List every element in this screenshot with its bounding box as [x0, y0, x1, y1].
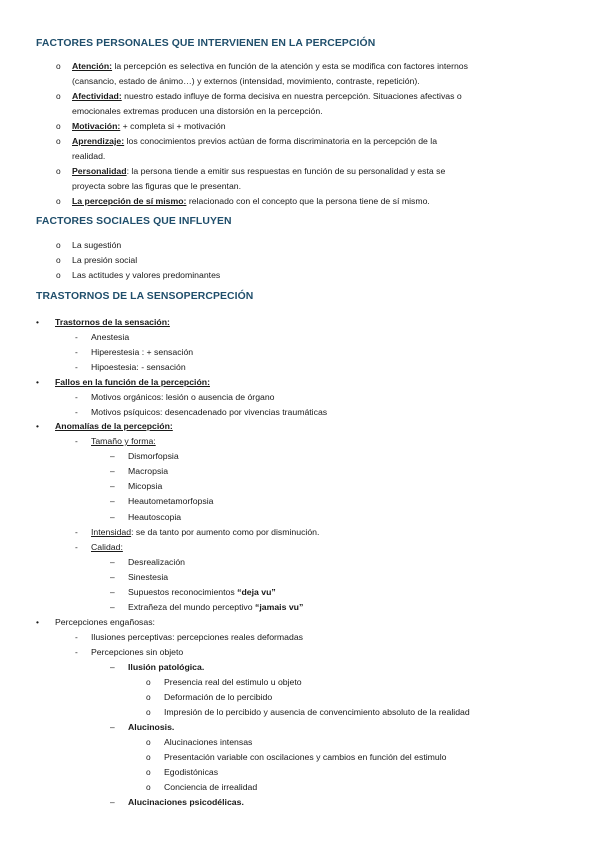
dash-marker: -	[75, 542, 78, 552]
list-marker: o	[146, 737, 151, 747]
long-dash-marker: –	[110, 602, 115, 612]
list-item-continuation: proyecta sobre las figuras que le presentan.	[72, 181, 242, 191]
subheading-sensacion: Trastornos de la sensación:	[55, 317, 170, 327]
subheading-anomalias: Anomalías de la percepción:	[55, 421, 173, 431]
list-item-personalidad	[72, 164, 445, 179]
bullet-marker: •	[36, 317, 39, 327]
list-item: Sinestesia	[128, 572, 169, 582]
list-item: Anestesia	[91, 332, 130, 342]
list-marker: o	[146, 767, 151, 777]
list-item-social: La sugestión	[72, 240, 122, 250]
list-item: Presencia real del estimulo u objeto	[164, 677, 302, 687]
long-dash-marker: –	[110, 466, 115, 476]
list-marker: o	[56, 166, 61, 176]
bullet-marker: •	[36, 617, 39, 627]
list-item: Ilusiones perceptivas: percepciones reales deformadas	[91, 632, 303, 642]
dash-marker: -	[75, 527, 78, 537]
item-text: Supuestos reconocimientos	[128, 587, 238, 597]
list-marker: o	[56, 196, 61, 206]
item-text: relacionado con el concepto que la persona tiene de sí mismo.	[186, 196, 430, 206]
dash-marker: -	[75, 632, 78, 642]
list-item-continuation: realidad.	[72, 151, 106, 161]
list-marker: o	[56, 61, 61, 71]
list-item: Alucinaciones intensas	[164, 737, 253, 747]
list-marker: o	[56, 270, 61, 280]
list-item-continuation: emocionales extremas producen una distorsión en la percepción.	[72, 106, 323, 116]
item-text: nuestro estado influye de forma decisiva en nuestra percepción. Situaciones afectivas o	[121, 91, 462, 101]
dash-marker: -	[75, 407, 78, 417]
section-title-factores-personales: FACTORES PERSONALES QUE INTERVIENEN EN LA PERCEPCIÓN	[36, 38, 376, 49]
list-marker: o	[56, 255, 61, 265]
list-marker: o	[146, 782, 151, 792]
list-item: Macropsia	[128, 466, 169, 476]
list-item: Heautometamorfopsia	[128, 496, 214, 506]
dash-marker: -	[75, 347, 78, 357]
sub-label-alucinosis: Alucinosis.	[128, 722, 175, 732]
list-item-atencion	[72, 59, 468, 74]
item-text: Extrañeza del mundo perceptivo	[128, 602, 256, 612]
list-item: Micopsia	[128, 481, 163, 491]
subheading-fallos: Fallos en la función de la percepción:	[55, 377, 210, 387]
sub-label-ilusion-patologica: Ilusión patológica.	[128, 662, 205, 672]
bullet-marker: •	[36, 377, 39, 387]
list-marker: o	[56, 91, 61, 101]
list-item-motivacion	[72, 119, 226, 134]
dash-marker: -	[75, 436, 78, 446]
long-dash-marker: –	[110, 797, 115, 807]
list-item: Dismorfopsia	[128, 451, 179, 461]
dash-marker: -	[75, 647, 78, 657]
list-marker: o	[56, 136, 61, 146]
list-item: Conciencia de irrealidad	[164, 782, 258, 792]
list-item: Hiperestesia : + sensación	[91, 347, 194, 357]
list-item: Impresión de lo percibido y ausencia de convencimiento absoluto de la realidad	[164, 707, 470, 717]
list-item: Egodistónicas	[164, 767, 219, 777]
sub-label-psicodelicas: Alucinaciones psicodélicas.	[128, 797, 244, 807]
item-text: : la persona tiende a emitir sus respuestas en función de su personalidad y esta se	[126, 166, 446, 176]
dash-marker: -	[75, 362, 78, 372]
list-item: Hipoestesia: - sensación	[91, 362, 186, 372]
sub-label-intensidad: Intensidad	[91, 527, 132, 537]
term-si-mismo: La percepción de sí mismo:	[72, 196, 187, 206]
item-text: : se da tanto por aumento como por disminución.	[131, 527, 320, 537]
list-item: Presentación variable con oscilaciones y cambios en función del estimulo	[164, 752, 447, 762]
term-motivacion: Motivación:	[72, 121, 121, 131]
list-item: Desrealización	[128, 557, 185, 567]
long-dash-marker: –	[110, 572, 115, 582]
list-item-deja-vu	[128, 585, 276, 600]
term-afectividad: Afectividad:	[72, 91, 122, 101]
list-item: Deformación de lo percibido	[164, 692, 273, 702]
list-item-afectividad	[72, 89, 462, 104]
list-marker: o	[146, 677, 151, 687]
section-title-trastornos: TRASTORNOS DE LA SENSOPERCPECIÓN	[36, 291, 254, 302]
item-text: la percepción es selectiva en función de la atención y esta se modifica con factores internos	[112, 61, 468, 71]
item-text: los conocimientos previos actúan de forma discriminatoria en la percepción de la	[124, 136, 438, 146]
long-dash-marker: –	[110, 451, 115, 461]
list-item-continuation: (cansancio, estado de ánimo…) y externos (intensidad, movimiento, contraste, repetición).	[72, 76, 420, 86]
long-dash-marker: –	[110, 722, 115, 732]
sub-label-calidad: Calidad:	[91, 542, 123, 552]
long-dash-marker: –	[110, 557, 115, 567]
long-dash-marker: –	[110, 662, 115, 672]
sub-label-tamano: Tamaño y forma:	[91, 436, 156, 446]
dash-marker: -	[75, 392, 78, 402]
list-item: Motivos orgánicos: lesión o ausencia de órgano	[91, 392, 275, 402]
term-aprendizaje: Aprendizaje:	[72, 136, 125, 146]
long-dash-marker: –	[110, 512, 115, 522]
list-item: Percepciones sin objeto	[91, 647, 184, 657]
list-marker: o	[56, 121, 61, 131]
dash-marker: -	[75, 332, 78, 342]
long-dash-marker: –	[110, 587, 115, 597]
list-item-social: Las actitudes y valores predominantes	[72, 270, 221, 280]
long-dash-marker: –	[110, 481, 115, 491]
subheading-enganosas: Percepciones engañosas:	[55, 617, 155, 627]
item-text: + completa si + motivación	[120, 121, 226, 131]
list-marker: o	[56, 240, 61, 250]
term-personalidad: Personalidad	[72, 166, 127, 176]
list-marker: o	[146, 752, 151, 762]
emphasis-deja-vu: “deja vu”	[237, 587, 276, 597]
list-item-intensidad	[91, 525, 319, 540]
list-item-jamais-vu	[128, 600, 303, 615]
emphasis-jamais-vu: “jamais vu”	[255, 602, 304, 612]
list-item: Motivos psíquicos: desencadenado por vivencias traumáticas	[91, 407, 328, 417]
list-item-social: La presión social	[72, 255, 138, 265]
list-marker: o	[146, 692, 151, 702]
long-dash-marker: –	[110, 496, 115, 506]
term-atencion: Atención:	[72, 61, 113, 71]
list-item: Heautoscopia	[128, 512, 182, 522]
bullet-marker: •	[36, 421, 39, 431]
list-marker: o	[146, 707, 151, 717]
section-title-factores-sociales: FACTORES SOCIALES QUE INFLUYEN	[36, 216, 232, 227]
list-item-si-mismo	[72, 194, 430, 209]
list-item-aprendizaje	[72, 134, 437, 149]
